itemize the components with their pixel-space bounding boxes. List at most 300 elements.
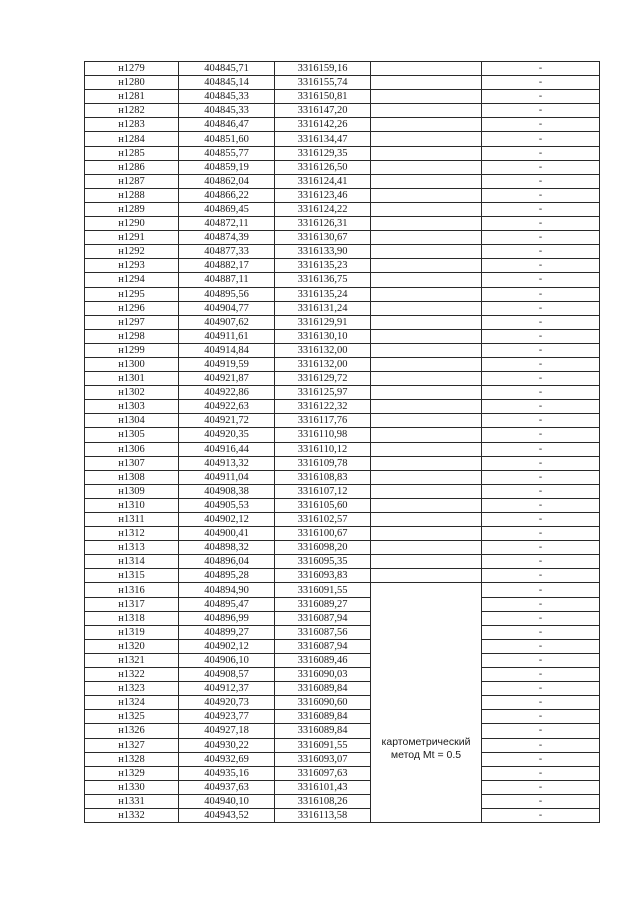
mark-cell: - xyxy=(482,146,600,160)
table-row xyxy=(85,611,600,625)
y-coordinate-cell: 3316110,98 xyxy=(275,428,371,442)
table-row xyxy=(85,414,600,428)
point-number-cell: н1302 xyxy=(85,386,179,400)
y-coordinate-cell: 3316105,60 xyxy=(275,498,371,512)
method-cell-empty xyxy=(371,146,482,160)
method-cell-empty xyxy=(371,541,482,555)
y-coordinate-cell: 3316130,67 xyxy=(275,231,371,245)
mark-cell: - xyxy=(482,569,600,583)
mark-cell: - xyxy=(482,428,600,442)
point-number-cell: н1296 xyxy=(85,301,179,315)
point-number-cell: н1283 xyxy=(85,118,179,132)
table-row xyxy=(85,724,600,738)
y-coordinate-cell: 3316108,26 xyxy=(275,794,371,808)
y-coordinate-cell: 3316117,76 xyxy=(275,414,371,428)
y-coordinate-cell: 3316090,03 xyxy=(275,668,371,682)
x-coordinate-cell: 404872,11 xyxy=(179,217,275,231)
mark-cell: - xyxy=(482,752,600,766)
mark-cell: - xyxy=(482,329,600,343)
point-number-cell: н1294 xyxy=(85,273,179,287)
y-coordinate-cell: 3316124,22 xyxy=(275,202,371,216)
y-coordinate-cell: 3316110,12 xyxy=(275,442,371,456)
table-row xyxy=(85,400,600,414)
x-coordinate-cell: 404896,99 xyxy=(179,611,275,625)
point-number-cell: н1290 xyxy=(85,217,179,231)
x-coordinate-cell: 404869,45 xyxy=(179,202,275,216)
mark-cell: - xyxy=(482,400,600,414)
x-coordinate-cell: 404895,28 xyxy=(179,569,275,583)
mark-cell: - xyxy=(482,682,600,696)
point-number-cell: н1279 xyxy=(85,62,179,76)
y-coordinate-cell: 3316123,46 xyxy=(275,188,371,202)
table-row xyxy=(85,372,600,386)
y-coordinate-cell: 3316087,56 xyxy=(275,625,371,639)
y-coordinate-cell: 3316087,94 xyxy=(275,611,371,625)
mark-cell: - xyxy=(482,597,600,611)
y-coordinate-cell: 3316126,50 xyxy=(275,160,371,174)
table-row xyxy=(85,569,600,583)
point-number-cell: н1330 xyxy=(85,780,179,794)
x-coordinate-cell: 404922,63 xyxy=(179,400,275,414)
table-row xyxy=(85,484,600,498)
point-number-cell: н1313 xyxy=(85,541,179,555)
method-cell-empty xyxy=(371,442,482,456)
y-coordinate-cell: 3316100,67 xyxy=(275,527,371,541)
method-cell-empty xyxy=(371,414,482,428)
x-coordinate-cell: 404943,52 xyxy=(179,808,275,822)
point-number-cell: н1319 xyxy=(85,625,179,639)
point-number-cell: н1309 xyxy=(85,484,179,498)
y-coordinate-cell: 3316129,72 xyxy=(275,372,371,386)
table-row xyxy=(85,738,600,752)
y-coordinate-cell: 3316124,41 xyxy=(275,174,371,188)
x-coordinate-cell: 404882,17 xyxy=(179,259,275,273)
point-number-cell: н1311 xyxy=(85,513,179,527)
point-number-cell: н1308 xyxy=(85,470,179,484)
x-coordinate-cell: 404916,44 xyxy=(179,442,275,456)
method-cell-empty xyxy=(371,217,482,231)
x-coordinate-cell: 404900,41 xyxy=(179,527,275,541)
mark-cell: - xyxy=(482,738,600,752)
x-coordinate-cell: 404855,77 xyxy=(179,146,275,160)
table-row xyxy=(85,541,600,555)
table-row xyxy=(85,766,600,780)
x-coordinate-cell: 404851,60 xyxy=(179,132,275,146)
point-number-cell: н1281 xyxy=(85,90,179,104)
mark-cell: - xyxy=(482,202,600,216)
table-row xyxy=(85,90,600,104)
table-row xyxy=(85,287,600,301)
method-text xyxy=(371,644,481,762)
x-coordinate-cell: 404930,22 xyxy=(179,738,275,752)
method-cell-empty xyxy=(371,456,482,470)
point-number-cell: н1301 xyxy=(85,372,179,386)
table-row xyxy=(85,780,600,794)
mark-cell: - xyxy=(482,62,600,76)
table-row xyxy=(85,442,600,456)
y-coordinate-cell: 3316129,91 xyxy=(275,315,371,329)
y-coordinate-cell: 3316087,94 xyxy=(275,639,371,653)
table-row xyxy=(85,752,600,766)
mark-cell: - xyxy=(482,639,600,653)
mark-cell: - xyxy=(482,245,600,259)
y-coordinate-cell: 3316136,75 xyxy=(275,273,371,287)
method-line-2: метод Mt = 0.5 xyxy=(390,748,462,761)
x-coordinate-cell: 404899,27 xyxy=(179,625,275,639)
x-coordinate-cell: 404937,63 xyxy=(179,780,275,794)
x-coordinate-cell: 404908,38 xyxy=(179,484,275,498)
mark-cell: - xyxy=(482,696,600,710)
point-number-cell: н1320 xyxy=(85,639,179,653)
mark-cell: - xyxy=(482,343,600,357)
x-coordinate-cell: 404859,19 xyxy=(179,160,275,174)
method-cell-empty xyxy=(371,527,482,541)
y-coordinate-cell: 3316107,12 xyxy=(275,484,371,498)
method-cell-empty xyxy=(371,428,482,442)
y-coordinate-cell: 3316109,78 xyxy=(275,456,371,470)
x-coordinate-cell: 404927,18 xyxy=(179,724,275,738)
point-number-cell: н1305 xyxy=(85,428,179,442)
mark-cell: - xyxy=(482,668,600,682)
y-coordinate-cell: 3316102,57 xyxy=(275,513,371,527)
y-coordinate-cell: 3316089,84 xyxy=(275,682,371,696)
table-row xyxy=(85,456,600,470)
point-number-cell: н1292 xyxy=(85,245,179,259)
point-number-cell: н1326 xyxy=(85,724,179,738)
x-coordinate-cell: 404911,04 xyxy=(179,470,275,484)
table-row xyxy=(85,160,600,174)
coordinates-table-body xyxy=(85,62,600,823)
table-row xyxy=(85,555,600,569)
x-coordinate-cell: 404920,73 xyxy=(179,696,275,710)
method-cell-empty xyxy=(371,400,482,414)
x-coordinate-cell: 404895,56 xyxy=(179,287,275,301)
table-row xyxy=(85,470,600,484)
x-coordinate-cell: 404866,22 xyxy=(179,188,275,202)
method-cell-empty xyxy=(371,174,482,188)
x-coordinate-cell: 404895,47 xyxy=(179,597,275,611)
method-line-1: картометрический xyxy=(381,735,471,748)
x-coordinate-cell: 404922,86 xyxy=(179,386,275,400)
table-row xyxy=(85,202,600,216)
point-number-cell: н1322 xyxy=(85,668,179,682)
mark-cell: - xyxy=(482,456,600,470)
table-row xyxy=(85,174,600,188)
method-cell-empty xyxy=(371,62,482,76)
mark-cell: - xyxy=(482,315,600,329)
x-coordinate-cell: 404902,12 xyxy=(179,513,275,527)
table-row xyxy=(85,132,600,146)
table-row xyxy=(85,301,600,315)
mark-cell: - xyxy=(482,498,600,512)
table-row xyxy=(85,259,600,273)
mark-cell: - xyxy=(482,76,600,90)
x-coordinate-cell: 404935,16 xyxy=(179,766,275,780)
point-number-cell: н1287 xyxy=(85,174,179,188)
x-coordinate-cell: 404921,72 xyxy=(179,414,275,428)
method-cell-empty xyxy=(371,357,482,371)
method-cell-empty xyxy=(371,118,482,132)
mark-cell: - xyxy=(482,484,600,498)
point-number-cell: н1316 xyxy=(85,583,179,597)
y-coordinate-cell: 3316093,83 xyxy=(275,569,371,583)
point-number-cell: н1310 xyxy=(85,498,179,512)
x-coordinate-cell: 404932,69 xyxy=(179,752,275,766)
y-coordinate-cell: 3316089,27 xyxy=(275,597,371,611)
mark-cell: - xyxy=(482,766,600,780)
method-cell-empty xyxy=(371,76,482,90)
table-row xyxy=(85,76,600,90)
mark-cell: - xyxy=(482,710,600,724)
mark-cell: - xyxy=(482,357,600,371)
method-cell-empty xyxy=(371,513,482,527)
y-coordinate-cell: 3316129,35 xyxy=(275,146,371,160)
table-row xyxy=(85,273,600,287)
table-row xyxy=(85,329,600,343)
table-row xyxy=(85,696,600,710)
table-row xyxy=(85,808,600,822)
y-coordinate-cell: 3316091,55 xyxy=(275,583,371,597)
method-cell-empty xyxy=(371,90,482,104)
point-number-cell: н1312 xyxy=(85,527,179,541)
table-row xyxy=(85,498,600,512)
coordinates-table xyxy=(84,61,600,823)
x-coordinate-cell: 404845,33 xyxy=(179,90,275,104)
table-row xyxy=(85,794,600,808)
x-coordinate-cell: 404862,04 xyxy=(179,174,275,188)
y-coordinate-cell: 3316135,23 xyxy=(275,259,371,273)
method-cell xyxy=(371,583,482,823)
mark-cell: - xyxy=(482,231,600,245)
point-number-cell: н1289 xyxy=(85,202,179,216)
y-coordinate-cell: 3316134,47 xyxy=(275,132,371,146)
mark-cell: - xyxy=(482,132,600,146)
table-row xyxy=(85,146,600,160)
mark-cell: - xyxy=(482,527,600,541)
table-row xyxy=(85,583,600,597)
x-coordinate-cell: 404898,32 xyxy=(179,541,275,555)
mark-cell: - xyxy=(482,174,600,188)
point-number-cell: н1304 xyxy=(85,414,179,428)
method-cell-empty xyxy=(371,329,482,343)
point-number-cell: н1332 xyxy=(85,808,179,822)
table-row xyxy=(85,386,600,400)
y-coordinate-cell: 3316097,63 xyxy=(275,766,371,780)
point-number-cell: н1317 xyxy=(85,597,179,611)
table-row xyxy=(85,639,600,653)
table-row xyxy=(85,597,600,611)
method-cell-empty xyxy=(371,104,482,118)
point-number-cell: н1327 xyxy=(85,738,179,752)
y-coordinate-cell: 3316142,26 xyxy=(275,118,371,132)
table-row xyxy=(85,513,600,527)
point-number-cell: н1300 xyxy=(85,357,179,371)
table-row xyxy=(85,104,600,118)
point-number-cell: н1321 xyxy=(85,653,179,667)
x-coordinate-cell: 404845,14 xyxy=(179,76,275,90)
point-number-cell: н1280 xyxy=(85,76,179,90)
method-cell-empty xyxy=(371,245,482,259)
table-row xyxy=(85,653,600,667)
x-coordinate-cell: 404907,62 xyxy=(179,315,275,329)
mark-cell: - xyxy=(482,794,600,808)
table-row xyxy=(85,217,600,231)
method-cell-empty xyxy=(371,132,482,146)
point-number-cell: н1298 xyxy=(85,329,179,343)
mark-cell: - xyxy=(482,414,600,428)
method-cell-empty xyxy=(371,301,482,315)
x-coordinate-cell: 404919,59 xyxy=(179,357,275,371)
x-coordinate-cell: 404887,11 xyxy=(179,273,275,287)
y-coordinate-cell: 3316095,35 xyxy=(275,555,371,569)
method-cell-empty xyxy=(371,343,482,357)
y-coordinate-cell: 3316147,20 xyxy=(275,104,371,118)
table-row xyxy=(85,62,600,76)
y-coordinate-cell: 3316159,16 xyxy=(275,62,371,76)
table-row xyxy=(85,357,600,371)
y-coordinate-cell: 3316150,81 xyxy=(275,90,371,104)
point-number-cell: н1318 xyxy=(85,611,179,625)
x-coordinate-cell: 404920,35 xyxy=(179,428,275,442)
point-number-cell: н1329 xyxy=(85,766,179,780)
y-coordinate-cell: 3316091,55 xyxy=(275,738,371,752)
mark-cell: - xyxy=(482,470,600,484)
point-number-cell: н1284 xyxy=(85,132,179,146)
point-number-cell: н1307 xyxy=(85,456,179,470)
table-row xyxy=(85,625,600,639)
y-coordinate-cell: 3316113,58 xyxy=(275,808,371,822)
x-coordinate-cell: 404904,77 xyxy=(179,301,275,315)
x-coordinate-cell: 404912,37 xyxy=(179,682,275,696)
y-coordinate-cell: 3316131,24 xyxy=(275,301,371,315)
mark-cell: - xyxy=(482,259,600,273)
table-row xyxy=(85,188,600,202)
mark-cell: - xyxy=(482,555,600,569)
mark-cell: - xyxy=(482,724,600,738)
table-row xyxy=(85,668,600,682)
table-row xyxy=(85,527,600,541)
x-coordinate-cell: 404846,47 xyxy=(179,118,275,132)
mark-cell: - xyxy=(482,611,600,625)
mark-cell: - xyxy=(482,541,600,555)
y-coordinate-cell: 3316093,07 xyxy=(275,752,371,766)
method-cell-empty xyxy=(371,386,482,400)
mark-cell: - xyxy=(482,217,600,231)
table-row xyxy=(85,428,600,442)
point-number-cell: н1295 xyxy=(85,287,179,301)
x-coordinate-cell: 404921,87 xyxy=(179,372,275,386)
method-cell-empty xyxy=(371,372,482,386)
point-number-cell: н1314 xyxy=(85,555,179,569)
method-cell-empty xyxy=(371,188,482,202)
point-number-cell: н1324 xyxy=(85,696,179,710)
point-number-cell: н1288 xyxy=(85,188,179,202)
y-coordinate-cell: 3316098,20 xyxy=(275,541,371,555)
x-coordinate-cell: 404914,84 xyxy=(179,343,275,357)
mark-cell: - xyxy=(482,188,600,202)
mark-cell: - xyxy=(482,118,600,132)
point-number-cell: н1306 xyxy=(85,442,179,456)
x-coordinate-cell: 404940,10 xyxy=(179,794,275,808)
table-row xyxy=(85,315,600,329)
x-coordinate-cell: 404908,57 xyxy=(179,668,275,682)
y-coordinate-cell: 3316126,31 xyxy=(275,217,371,231)
y-coordinate-cell: 3316132,00 xyxy=(275,343,371,357)
method-cell-empty xyxy=(371,287,482,301)
method-cell-empty xyxy=(371,484,482,498)
mark-cell: - xyxy=(482,583,600,597)
method-cell-empty xyxy=(371,315,482,329)
y-coordinate-cell: 3316135,24 xyxy=(275,287,371,301)
mark-cell: - xyxy=(482,273,600,287)
point-number-cell: н1328 xyxy=(85,752,179,766)
mark-cell: - xyxy=(482,625,600,639)
point-number-cell: н1323 xyxy=(85,682,179,696)
mark-cell: - xyxy=(482,90,600,104)
y-coordinate-cell: 3316125,97 xyxy=(275,386,371,400)
point-number-cell: н1286 xyxy=(85,160,179,174)
x-coordinate-cell: 404902,12 xyxy=(179,639,275,653)
x-coordinate-cell: 404913,32 xyxy=(179,456,275,470)
method-cell-empty xyxy=(371,569,482,583)
x-coordinate-cell: 404905,53 xyxy=(179,498,275,512)
y-coordinate-cell: 3316101,43 xyxy=(275,780,371,794)
mark-cell: - xyxy=(482,372,600,386)
point-number-cell: н1297 xyxy=(85,315,179,329)
point-number-cell: н1315 xyxy=(85,569,179,583)
mark-cell: - xyxy=(482,386,600,400)
method-cell-empty xyxy=(371,273,482,287)
method-cell-empty xyxy=(371,231,482,245)
x-coordinate-cell: 404911,61 xyxy=(179,329,275,343)
point-number-cell: н1331 xyxy=(85,794,179,808)
y-coordinate-cell: 3316108,83 xyxy=(275,470,371,484)
y-coordinate-cell: 3316133,90 xyxy=(275,245,371,259)
y-coordinate-cell: 3316089,84 xyxy=(275,710,371,724)
point-number-cell: н1293 xyxy=(85,259,179,273)
table-row xyxy=(85,710,600,724)
x-coordinate-cell: 404845,33 xyxy=(179,104,275,118)
point-number-cell: н1282 xyxy=(85,104,179,118)
x-coordinate-cell: 404923,77 xyxy=(179,710,275,724)
table-row xyxy=(85,682,600,696)
y-coordinate-cell: 3316089,84 xyxy=(275,724,371,738)
method-cell-empty xyxy=(371,498,482,512)
y-coordinate-cell: 3316122,32 xyxy=(275,400,371,414)
x-coordinate-cell: 404906,10 xyxy=(179,653,275,667)
method-cell-empty xyxy=(371,202,482,216)
mark-cell: - xyxy=(482,780,600,794)
x-coordinate-cell: 404845,71 xyxy=(179,62,275,76)
method-cell-empty xyxy=(371,259,482,273)
method-cell-empty xyxy=(371,555,482,569)
x-coordinate-cell: 404874,39 xyxy=(179,231,275,245)
x-coordinate-cell: 404894,90 xyxy=(179,583,275,597)
x-coordinate-cell: 404896,04 xyxy=(179,555,275,569)
mark-cell: - xyxy=(482,653,600,667)
point-number-cell: н1299 xyxy=(85,343,179,357)
point-number-cell: н1303 xyxy=(85,400,179,414)
mark-cell: - xyxy=(482,287,600,301)
y-coordinate-cell: 3316155,74 xyxy=(275,76,371,90)
point-number-cell: н1285 xyxy=(85,146,179,160)
table-row xyxy=(85,343,600,357)
table-row xyxy=(85,231,600,245)
method-cell-empty xyxy=(371,160,482,174)
point-number-cell: н1325 xyxy=(85,710,179,724)
point-number-cell: н1291 xyxy=(85,231,179,245)
mark-cell: - xyxy=(482,301,600,315)
